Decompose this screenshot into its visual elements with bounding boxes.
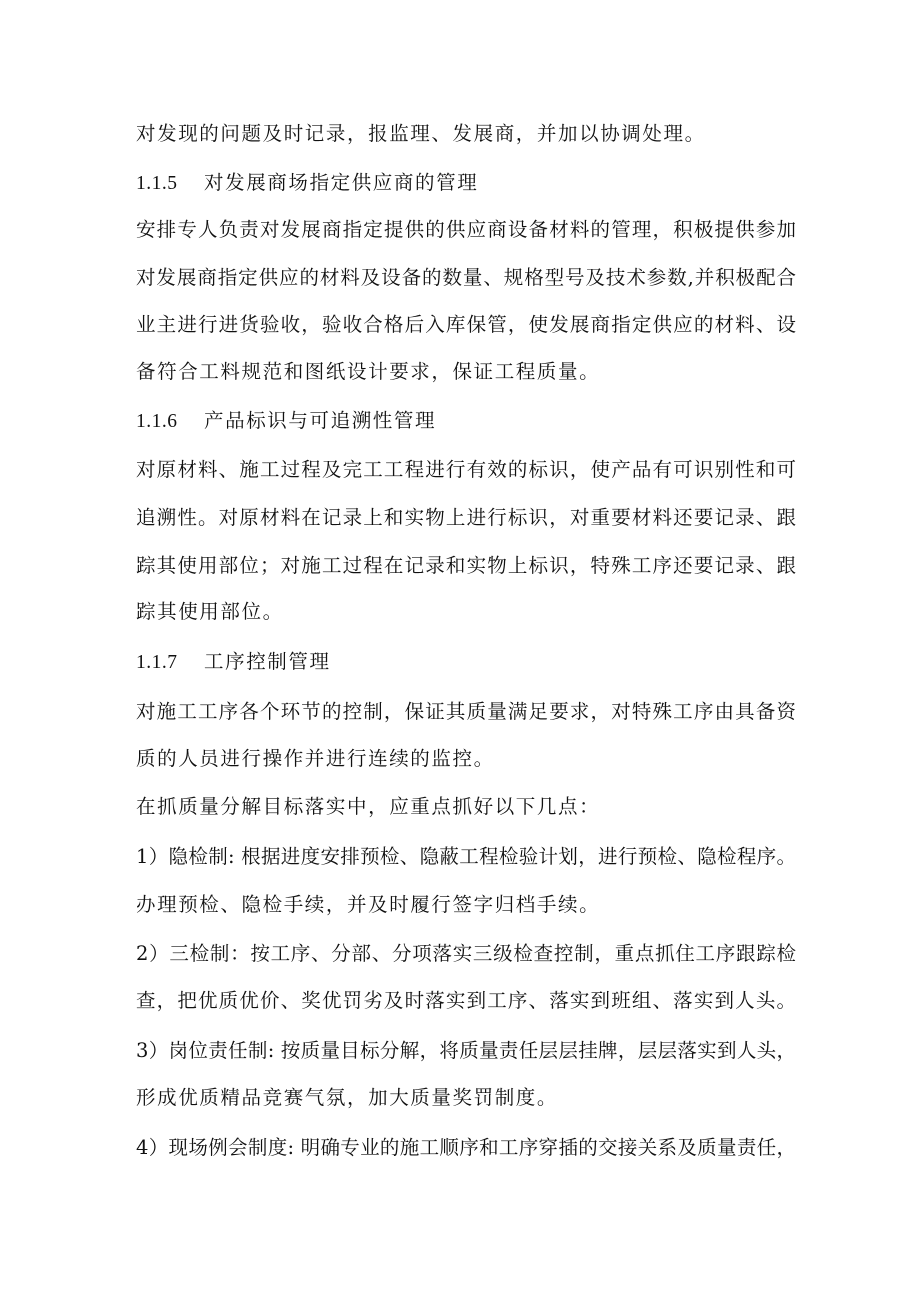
list-item-line: 2）三检制：按工序、分部、分项落实三级检查控制，重点抓住工序跟踪检 xyxy=(136,942,796,965)
section-heading-1-1-7 xyxy=(136,650,331,675)
section-number: 1.1.5 xyxy=(136,173,178,194)
paragraph-line: 对原材料、施工过程及完工工程进行有效的标识，使产品有可识别性和可 xyxy=(136,458,796,481)
paragraph-line: 业主进行进货验收，验收合格后入库保管，使发展商指定供应的材料、设 xyxy=(136,313,796,336)
paragraph-line: 对发现的问题及时记录，报监理、发展商，并加以协调处理。 xyxy=(136,122,706,145)
paragraph-line: 对施工工序各个环节的控制，保证其质量满足要求，对特殊工序由具备资 xyxy=(136,700,796,723)
paragraph-line: 追溯性。对原材料在记录上和实物上进行标识，对重要材料还要记录、跟 xyxy=(136,506,796,529)
paragraph-line: 踪其使用部位。 xyxy=(136,600,284,623)
paragraph-line: 踪其使用部位；对施工过程在记录和实物上标识，特殊工序还要记录、跟 xyxy=(136,554,796,577)
section-number: 1.1.7 xyxy=(136,652,178,673)
list-item-line: 办理预检、隐检手续，并及时履行签字归档手续。 xyxy=(136,893,601,916)
list-item-line: 3）岗位责任制: 按质量目标分解，将质量责任层层挂牌，层层落实到人头， xyxy=(136,1039,796,1062)
section-heading-1-1-5 xyxy=(136,171,478,196)
paragraph-line: 安排专人负责对发展商指定提供的供应商设备材料的管理，积极提供参加 xyxy=(136,218,796,241)
section-title: 工序控制管理 xyxy=(204,650,331,673)
paragraph-line: 在抓质量分解目标落实中，应重点抓好以下几点： xyxy=(136,795,601,818)
section-title: 对发展商场指定供应商的管理 xyxy=(204,171,479,194)
paragraph-line: 备符合工料规范和图纸设计要求，保证工程质量。 xyxy=(136,360,601,383)
list-item-line: 1）隐检制: 根据进度安排预检、隐蔽工程检验计划，进行预检、隐检程序。 xyxy=(136,845,796,868)
section-title: 产品标识与可追溯性管理 xyxy=(204,409,437,432)
paragraph-line: 对发展商指定供应的材料及设备的数量、规格型号及技术参数,并积极配合 xyxy=(136,266,796,289)
list-item-line: 形成优质精品竞赛气氛，加大质量奖罚制度。 xyxy=(136,1086,559,1109)
list-item-line: 查，把优质优价、奖优罚劣及时落实到工序、落实到班组、落实到人头。 xyxy=(136,989,796,1012)
section-heading-1-1-6 xyxy=(136,409,436,434)
paragraph-line: 质的人员进行操作并进行连续的监控。 xyxy=(136,747,495,770)
section-number: 1.1.6 xyxy=(136,411,178,432)
list-item-line: 4）现场例会制度: 明确专业的施工顺序和工序穿插的交接关系及质量责任， xyxy=(136,1136,796,1159)
